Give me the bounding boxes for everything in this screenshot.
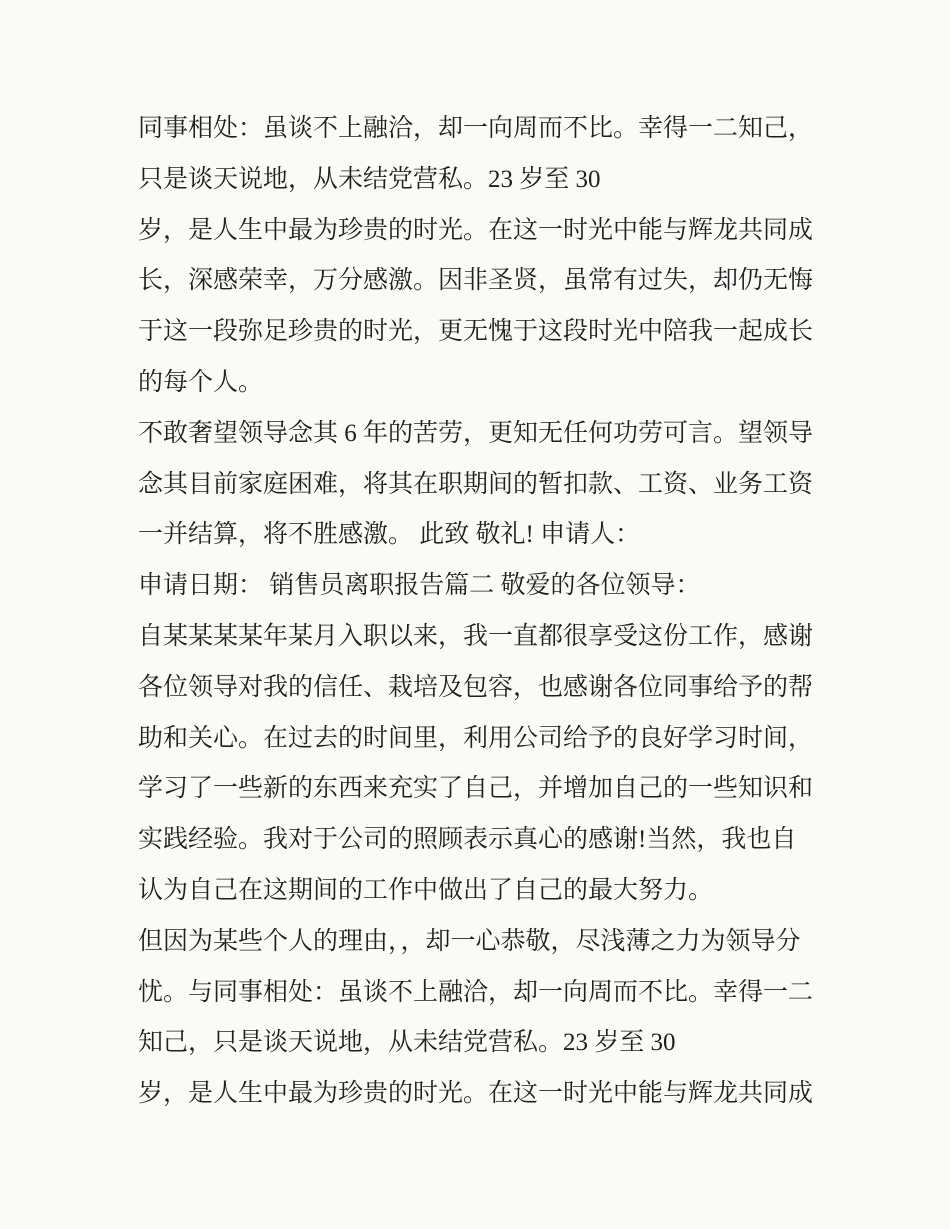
text-line: 只是谈天说地，从未结党营私。23 岁至 30: [138, 165, 601, 193]
text-line: 自某某某某年某月入职以来，我一直都很享受这份工作，感谢: [138, 622, 814, 650]
text-line: 同事相处：虽谈不上融洽，却一向周而不比。幸得一二知己，: [138, 115, 814, 142]
text-line: 申请日期： 销售员离职报告篇二 敬爱的各位领导：: [138, 572, 701, 600]
text-line: 不敢奢望领导念其 6 年的苦劳，更知无任何功劳可言。望领导: [138, 419, 814, 447]
text-line: 认为自己在这期间的工作中做出了自己的最大努力。: [138, 876, 714, 904]
text-line: 岁，是人生中最为珍贵的时光。在这一时光中能与辉龙共同成: [138, 216, 814, 244]
text-line: 念其目前家庭困难，将其在职期间的暂扣款、工资、业务工资: [138, 470, 814, 498]
text-line: 知己，只是谈天说地，从未结党营私。23 岁至 30: [138, 1029, 676, 1057]
text-line: 一并结算，将不胜感激。 此致 敬礼! 申请人：: [138, 521, 641, 549]
text-line: 学习了一些新的东西来充实了自己，并增加自己的一些知识和: [138, 775, 814, 803]
text-line: 于这一段弥足珍贵的时光，更无愧于这段时光中陪我一起成长: [138, 318, 814, 346]
text-line: 但因为某些个人的理由，，却一心恭敬，尽浅薄之力为领导分: [138, 927, 801, 955]
text-line: 长，深感荣幸，万分感激。因非圣贤，虽常有过失，却仍无悔: [138, 267, 814, 295]
text-line: 实践经验。我对于公司的照顾表示真心的感谢!当然，我也自: [138, 826, 797, 854]
text-line: 岁，是人生中最为珍贵的时光。在这一时光中能与辉龙共同成: [138, 1080, 814, 1108]
text-line: 各位领导对我的信任、栽培及包容，也感谢各位同事给予的帮: [138, 673, 814, 701]
text-line: 助和关心。在过去的时间里，利用公司给予的良好学习时间，: [138, 724, 814, 752]
document-text-block: [138, 104, 838, 1120]
text-line: 忧。与同事相处：虽谈不上融洽，却一向周而不比。幸得一二: [138, 978, 814, 1006]
text-line: 的每个人。: [138, 368, 264, 396]
